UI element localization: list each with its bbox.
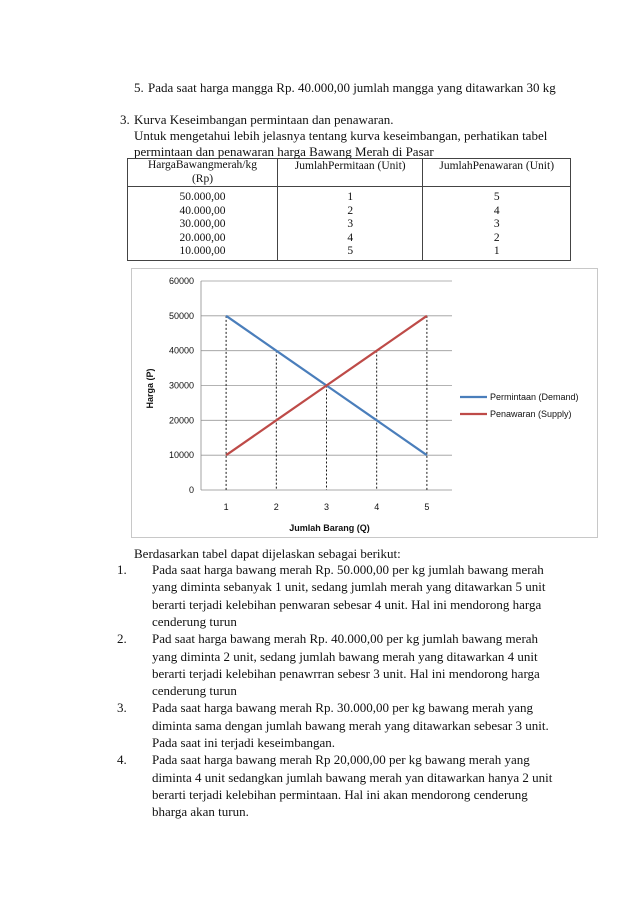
table-row (128, 187, 571, 205)
list-item-line: cenderung turun (152, 683, 237, 699)
equilibrium-chart (132, 269, 597, 537)
table-row (128, 232, 571, 246)
legend-label: Penawaran (Supply) (490, 409, 572, 419)
header-supply: JumlahPenawaran (Unit) (423, 159, 571, 187)
cell-price: 40.000,00 (128, 205, 278, 219)
chart-frame (131, 268, 598, 538)
intro-item-number: 5. (134, 80, 144, 95)
list-item-line: berarti terjadi kelebihan penawrran sebesr 3 unit. Hal ini mendorong harga (152, 665, 540, 681)
y-tick-label: 30000 (168, 380, 194, 391)
list-item-number: 4. (117, 752, 127, 768)
cell-supply: 3 (423, 218, 571, 232)
list-item-line: diminta sama dengan jumlah bawang merah yang ditawarkan sebesar 3 unit. (152, 717, 549, 733)
x-tick-label: 3 (323, 502, 330, 512)
y-tick-label: 20000 (168, 415, 194, 426)
legend-label: Permintaan (Demand) (490, 392, 579, 402)
y-tick-label: 0 (188, 485, 194, 495)
x-tick-label: 4 (374, 502, 380, 512)
list-item-line: Pada saat harga bawang merah Rp. 50.000,00 per kg jumlah bawang merah (152, 562, 544, 577)
header-demand: JumlahPermitaan (Unit) (278, 159, 423, 187)
list-item-line: yang diminta 2 unit, sedang jumlah bawang merah yang ditawarkan 4 unit (152, 648, 538, 664)
cell-supply: 5 (423, 187, 571, 205)
table-row (128, 205, 571, 219)
cell-price: 20.000,00 (128, 232, 278, 246)
list-item-line: Pada saat ini terjadi keseimbangan. (152, 735, 336, 750)
cell-supply: 2 (423, 232, 571, 246)
section-line-1: Untuk mengetahui lebih jelasnya tentang kurva keseimbangan, perhatikan tabel (134, 128, 548, 143)
cell-price: 10.000,00 (128, 245, 278, 260)
y-tick-label: 50000 (168, 310, 194, 321)
section-number: 3. (120, 112, 130, 127)
cell-demand: 2 (278, 205, 423, 219)
list-item-line: berarti terjadi kelebihan penwaran sebesar 4 unit. Hal ini mendorong harga (152, 596, 542, 612)
list-item-line: diminta 4 unit sedangkan jumlah bawang merah yan ditawarkan hanya 2 unit (152, 769, 553, 785)
cell-demand: 5 (278, 245, 423, 260)
y-axis-title: Harga (P) (145, 368, 155, 409)
x-tick-label: 5 (424, 502, 430, 512)
list-item-number: 2. (117, 631, 127, 647)
list-item-line: bharga akan turun. (152, 804, 249, 820)
y-tick-label: 60000 (168, 276, 194, 286)
table-row (128, 218, 571, 232)
list-item-number: 1. (117, 562, 127, 577)
list-item-line: yang diminta sebanyak 1 unit, sedang jumlah merah yang ditawarkan 5 unit (152, 579, 546, 595)
list-item-line: Pad saat harga bawang merah Rp. 40.000,00 per kg jumlah bawang merah (152, 631, 539, 647)
cell-demand: 3 (278, 218, 423, 232)
x-tick-label: 2 (273, 502, 279, 512)
list-item-number: 3. (117, 700, 127, 716)
list-item-line: Pada saat harga bawang merah Rp. 30.000,00 per kg bawang merah yang (152, 700, 533, 716)
cell-demand: 1 (278, 187, 423, 205)
x-tick-label: 1 (223, 502, 229, 512)
header-price: HargaBawangmerah/kg (Rp) (128, 159, 278, 187)
cell-supply: 1 (423, 245, 571, 260)
explanation-intro: Berdasarkan tabel dapat dijelaskan sebagai berikut: (134, 546, 401, 561)
intro-item-text: Pada saat harga mangga Rp. 40.000,00 jumlah mangga yang ditawarkan 30 kg (148, 80, 556, 95)
cell-supply: 4 (423, 205, 571, 219)
list-item-line: Pada saat harga bawang merah Rp 20,000,00 per kg bawang merah yang (152, 752, 530, 768)
cell-price: 30.000,00 (128, 218, 278, 232)
y-tick-label: 10000 (168, 450, 194, 461)
table-row (128, 245, 571, 260)
demand-supply-table (127, 158, 571, 261)
list-item-line: cenderung turun (152, 613, 237, 629)
x-axis-title: Jumlah Barang (Q) (289, 523, 370, 533)
cell-price: 50.000,00 (128, 187, 278, 205)
section-line-2: permintaan dan penawaran harga Bawang Merah di Pasar (134, 144, 434, 159)
y-tick-label: 40000 (168, 345, 194, 356)
section-title: Kurva Keseimbangan permintaan dan penawaran. (134, 112, 394, 127)
table-header-row (128, 159, 571, 187)
list-item-line: berarti terjadi kelebihan permintaan. Hal ini akan mendorong cenderung (152, 786, 528, 802)
cell-demand: 4 (278, 232, 423, 246)
